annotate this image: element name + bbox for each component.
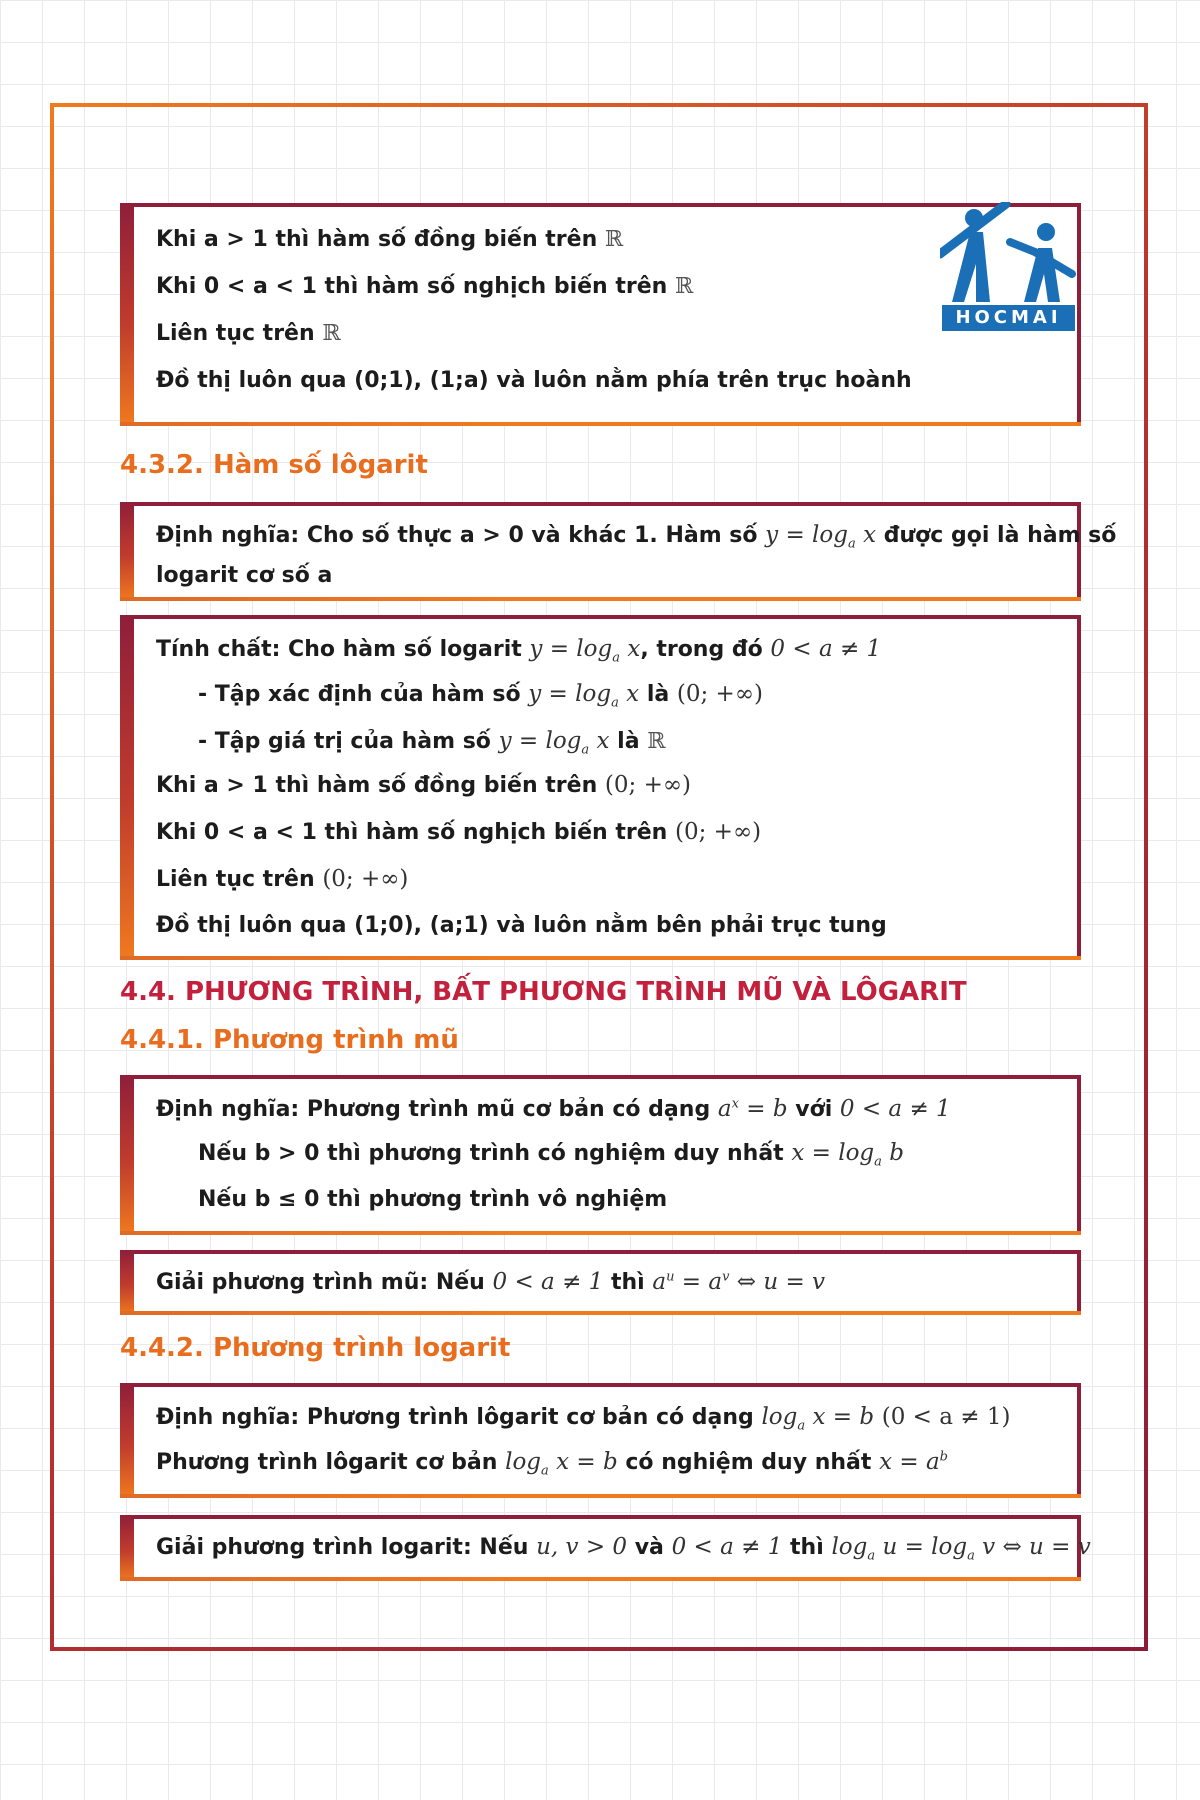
log-equation-solve-box <box>120 1515 1091 1581</box>
log-definition-line-2: logarit cơ số a <box>156 563 333 588</box>
exp-eq-solve-line: Giải phương trình mũ: Nếu 0 < a ≠ 1 thì $a^u = a^v$ ⇔ u = v <box>156 1269 826 1295</box>
log-decreasing-line: Khi 0 < a < 1 thì hàm số nghịch biến trên (0; +∞) <box>156 819 762 845</box>
exp-eq-unique-solution-line: Nếu b > 0 thì phương trình có nghiệm duy nhất $x = \log_a b$ <box>198 1140 904 1170</box>
exp-eq-no-solution-line: Nếu b ≤ 0 thì phương trình vô nghiệm <box>198 1187 668 1212</box>
exp-graph-line: Đồ thị luôn qua (0;1), (1;a) và luôn nằm phía trên trục hoành <box>156 368 912 393</box>
hocmai-logo-text: HOCMAI <box>942 305 1075 331</box>
log-prop-intro-line: Tính chất: Cho hàm số logarit $y = \log_a x$, trong đó 0 < a ≠ 1 <box>156 636 882 666</box>
log-eq-solve-line: Giải phương trình logarit: Nếu u, v > 0 và 0 < a ≠ 1 thì $\log_a u = \log_a v$ ⇔ u = v <box>156 1534 1091 1564</box>
log-equation-definition-box <box>120 1383 1081 1498</box>
exp-eq-definition-line: Định nghĩa: Phương trình mũ cơ bản có dạng $a^x = b$ với 0 < a ≠ 1 <box>156 1096 951 1122</box>
hocmai-logo <box>940 202 1077 337</box>
exp-equation-definition-box <box>120 1075 1081 1235</box>
log-eq-definition-line: Định nghĩa: Phương trình lôgarit cơ bản có dạng $\log_a x = b$ (0 < a ≠ 1) <box>156 1404 1011 1434</box>
exp-continuous-line: Liên tục trên ℝ <box>156 321 341 346</box>
heading-4-3-2: 4.3.2. Hàm số lôgarit <box>120 450 428 480</box>
log-range-line: - Tập giá trị của hàm số $y = \log_a x$ là ℝ <box>198 728 666 758</box>
log-increasing-line: Khi a > 1 thì hàm số đồng biến trên (0; +∞) <box>156 772 691 798</box>
exp-increasing-line: Khi a > 1 thì hàm số đồng biến trên ℝ <box>156 227 624 252</box>
log-eq-unique-solution-line: Phương trình lôgarit cơ bản $\log_a x = b$ có nghiệm duy nhất $x = a^b$ <box>156 1449 948 1479</box>
log-definition-box <box>120 502 1117 601</box>
heading-4-4: 4.4. PHƯƠNG TRÌNH, BẤT PHƯƠNG TRÌNH MŨ VÀ LÔGARIT <box>120 977 967 1007</box>
heading-4-4-2: 4.4.2. Phương trình logarit <box>120 1333 511 1363</box>
log-continuous-line: Liên tục trên (0; +∞) <box>156 866 409 892</box>
exp-decreasing-line: Khi 0 < a < 1 thì hàm số nghịch biến trên ℝ <box>156 274 694 299</box>
log-definition-line-1: Định nghĩa: Cho số thực a > 0 và khác 1. Hàm số $y = \log_a x$ được gọi là hàm số <box>156 522 1117 552</box>
heading-4-4-1: 4.4.1. Phương trình mũ <box>120 1025 459 1055</box>
hocmai-figures-icon <box>940 202 1077 305</box>
log-domain-line: - Tập xác định của hàm số $y = \log_a x$ là (0; +∞) <box>198 681 763 711</box>
exp-equation-solve-box <box>120 1250 1081 1315</box>
exp-properties-box <box>120 203 1081 426</box>
log-graph-line: Đồ thị luôn qua (1;0), (a;1) và luôn nằm bên phải trục tung <box>156 913 887 938</box>
log-properties-box <box>120 615 1081 960</box>
